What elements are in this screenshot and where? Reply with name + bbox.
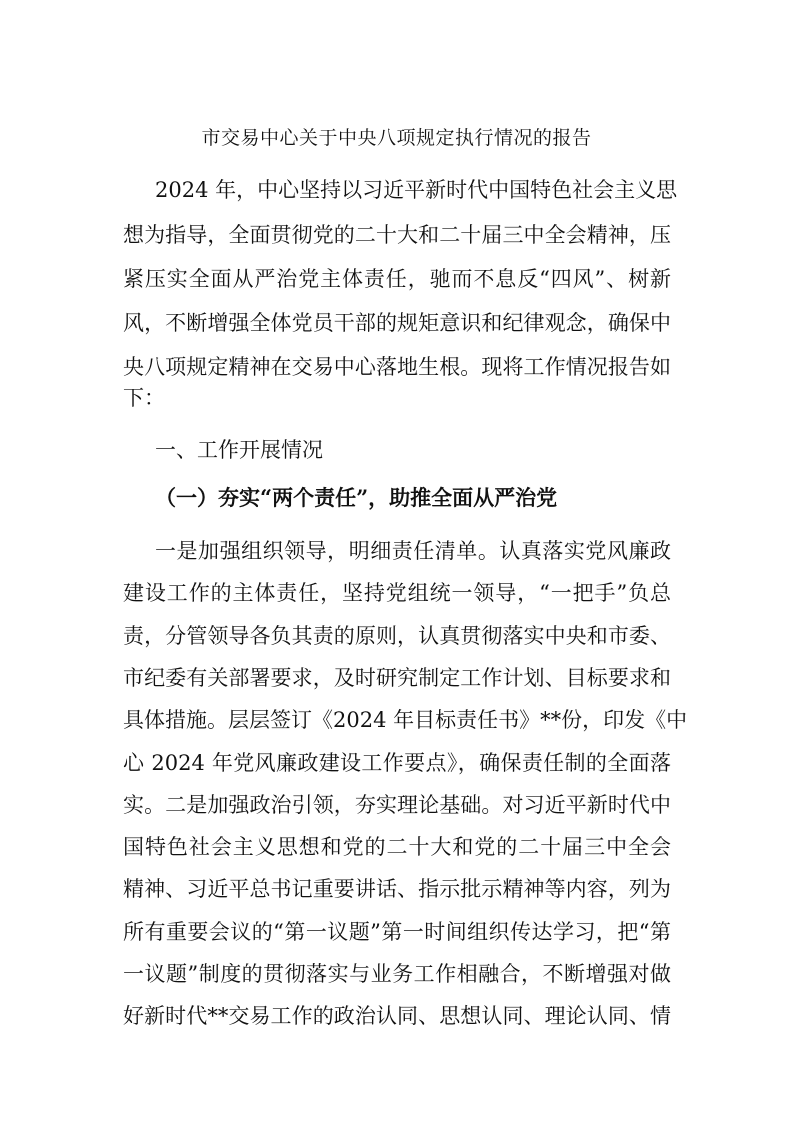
intro-line: 2024 年，中心坚持以习近平新时代中国特色社会主义思	[155, 178, 678, 202]
intro-line: 想为指导，全面贯彻党的二十大和二十届三中全会精神，压	[123, 223, 671, 247]
body-line: 具体措施。层层签订《2024 年目标责任书》**份，印发《中	[123, 708, 688, 732]
body-line: 实。二是加强政治引领，夯实理论基础。对习近平新时代中	[123, 793, 671, 817]
body-line: 市纪委有关部署要求，及时研究制定工作计划、目标要求和	[123, 666, 671, 690]
intro-line: 风，不断增强全体党员干部的规矩意识和纪律观念，确保中	[123, 311, 671, 335]
body-line: 一是加强组织领导，明细责任清单。认真落实党风廉政	[155, 539, 671, 563]
body-line: 建设工作的主体责任，坚持党组统一领导，“一把手”负总	[123, 581, 671, 605]
body-line: 国特色社会主义思想和党的二十大和党的二十届三中全会	[123, 835, 671, 859]
body-line: 心 2024 年党风廉政建设工作要点》，确保责任制的全面落	[123, 751, 671, 775]
body-line: 所有重要会议的“第一议题”第一时间组织传达学习，把“第	[123, 920, 671, 944]
intro-line: 央八项规定精神在交易中心落地生根。现将工作情况报告如	[123, 355, 671, 379]
body-line: 精神、习近平总书记重要讲话、指示批示精神等内容，列为	[123, 877, 671, 901]
body-line: 好新时代**交易工作的政治认同、思想认同、理论认同、情	[123, 1004, 671, 1028]
body-line: 责，分管领导各负其责的原则，认真贯彻落实中央和市委、	[123, 624, 671, 648]
subsection-heading: （一）夯实“两个责任”，助推全面从严治党	[155, 485, 558, 510]
body-line: 一议题”制度的贯彻落实与业务工作相融合，不断增强对做	[123, 962, 671, 986]
intro-line: 下：	[123, 386, 165, 410]
document-title: 市交易中心关于中央八项规定执行情况的报告	[201, 127, 592, 149]
intro-line: 紧压实全面从严治党主体责任，驰而不息反“四风”、树新	[123, 267, 671, 291]
section-heading: 一、工作开展情况	[155, 438, 323, 462]
